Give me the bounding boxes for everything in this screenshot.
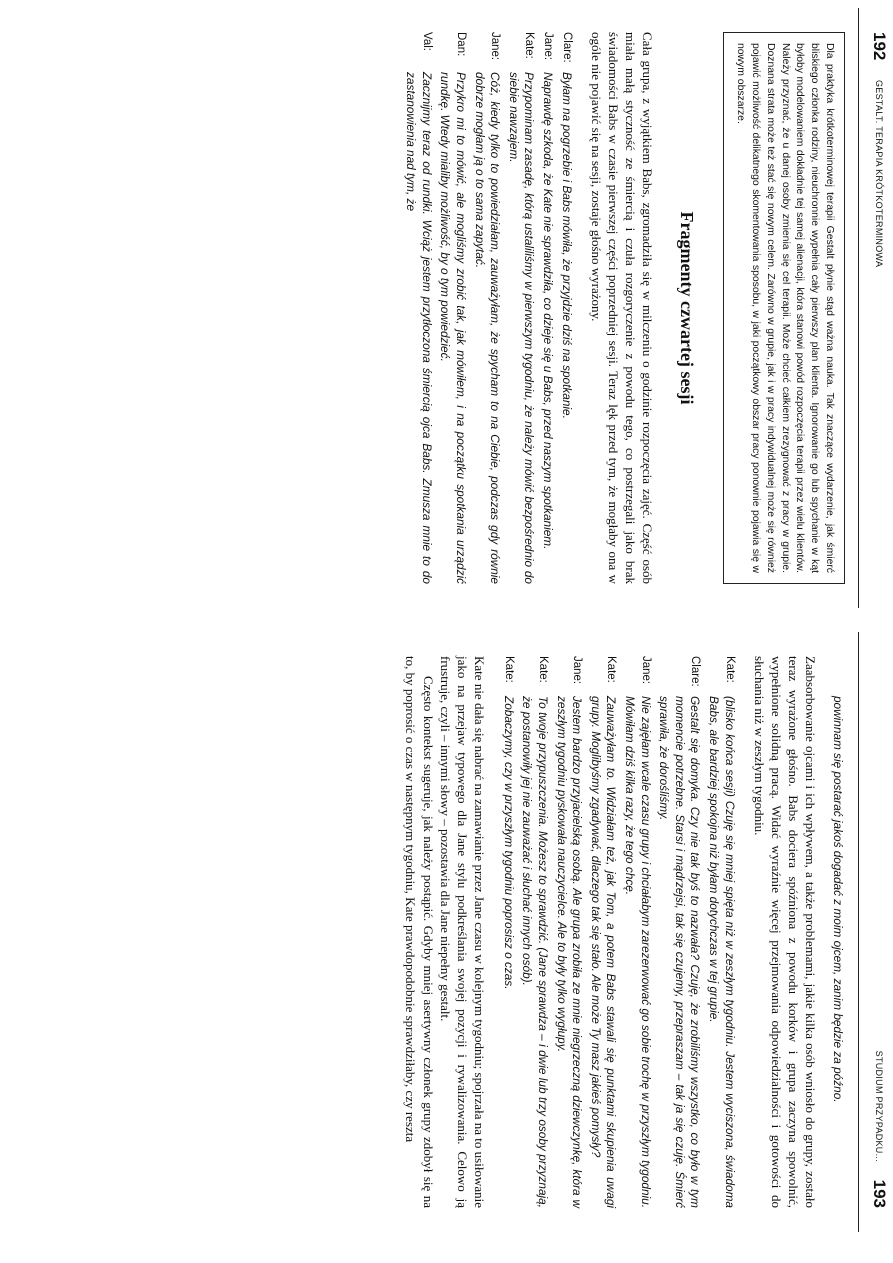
utterance: Gestalt się domyka. Czy nie tak byś to nazwała? Czuję, że zrobiliśmy wszystko, co było w tym momencie potrzebne. Starsi i mądrzejsi, tak się czujemy, przepraszam – tak ja się czuję. Śmierć sprawiła, że dorośliśmy. (657, 696, 703, 1208)
speaker: Kate: (502, 656, 515, 683)
running-header (858, 8, 893, 608)
running-title: GESTALT. TERAPIA KRÓTKOTERMINOWA (874, 80, 884, 268)
utterance: (blisko końca sesji) Czuję się mniej spięta niż w zeszłym tygodniu. Jestem wyciszona, świadoma Babs, ale bardziej spokojna niż byłam dotychczas w tej grupie. (707, 696, 737, 1208)
utterance: Przykro mi to mówić, ale mogliśmy zrobić tak, jak mówiłem, i na początku spotkania urządzić rundkę. Wtedy mialiby możliwość, by o tym powiedzieć. (438, 72, 469, 584)
speaker: Jane: (542, 32, 555, 61)
utterance: Nie zajęłam wcale czasu grupy i chciałabym zarezerwować go sobie trochę w przyszłym tygodniu. Mówiłam dziś kilka razy, że tego chcę. (623, 696, 653, 1208)
speaker: Clare: (689, 656, 702, 687)
page-number: 192 (870, 32, 889, 61)
dialogue-line (705, 656, 736, 1208)
dialogue-line (553, 656, 584, 1208)
dialogue-line (505, 32, 536, 584)
utterance: Cóż, kiedy tylko to powiedziałam, zauważyłam, że spycham to na Ciebie, podczas gdy równie dobrze mogłam ją o to sama zapytać. (472, 72, 503, 584)
dialogue-line (403, 32, 434, 584)
utterance: To twoje przypuszczenia. Możesz to sprawdzić. (Jane sprawdza – i dwie lub trzy osoby przyznają, że postanowiły jej nie zauważać i słuchać innych osób). (520, 696, 551, 1208)
speaker: Kate: (537, 656, 550, 683)
utterance: Przypominam zasadę, którą ustaliliśmy w pierwszym tygodniu, że należy mówić bezpośrednio do siebie nawzajem. (506, 72, 537, 584)
dialogue-line (539, 32, 555, 584)
utterance: Jestem bardzo przyjacielską osobą. Ale grupa zrobiła ze mnie niegrzeczną dziewczynkę, która w zeszłym tygodniu pyskowała nauczycielce. Ale to były tylko wygłupy. (554, 696, 585, 1208)
utterance: powinnam się postarać jakoś dogadać z moim ojcem, zanim będzie za późno. (831, 696, 845, 1103)
dialogue-line (437, 32, 468, 584)
speaker: Kate: (605, 656, 618, 683)
body-paragraph: Zaabsorbowanie ojcami i ich wpływem, a także problemami, jakie kilka osób wniosło do grupy, zostało teraz wyrażone głośno. Babs dociera spóźniona z powodu korków i grupa zaczyna spowolnić, wypełnione solidną pracą. Widać wyraźnie więcej przejmowania odpowiedzialności i gotowości do słuchania niż w zeszłym tygodniu. (751, 656, 819, 1208)
dialogue-line (558, 32, 574, 584)
page-192 (13, 8, 893, 608)
speaker: Kate: (523, 32, 536, 59)
utterance: Naprawdę szkoda, że Kate nie sprawdziła, co dzieje się u Babs, przed naszym spotkaniem. (541, 72, 556, 550)
speaker: Val: (420, 32, 433, 51)
dialogue-line (471, 32, 502, 584)
speaker: Kate: (723, 656, 736, 683)
dialogue-line (519, 656, 550, 1208)
utterance: Zacznijmy teraz od rundki. Wciąż jestem przytłoczona śmiercią ojca Babs. Zmusza mnie to do zastanowienia nad tym, że (404, 72, 434, 584)
speaker: Dan: (455, 32, 468, 57)
body-paragraph: Często kontekst sugeruje, jak należy postąpić. Gdyby mniej asertywny członek grupy zdobył się na to, by poprosić o czas w następnym tygodniu, Kate prawdopodobnie sprawdziłaby, czy reszta (403, 656, 436, 1208)
speaker: Jane: (571, 656, 584, 685)
running-title: STUDIUM PRZYPADKU... (874, 1050, 884, 1162)
body-paragraph: Cała grupa, z wyjątkiem Babs, zgromadziła się w milczeniu o godzinie rozpoczęcia zajęć. Część osób miała małą styczność ze śmiercią i czuła rozgoryczenie z powodu tego, co postrzegali jako brak świadomości Babs w czasie pierwszej części poprzedniej sesji. Teraz lęk przed tym, że mogłaby ona w ogóle nie pojawić się na sesji, zostaje głośno wyrażony. (588, 32, 656, 584)
utterance: Byłam na pogrzebie i Babs mówiła, że przyjdzie dziś na spotkanie. (559, 72, 574, 419)
dialogue-line (500, 656, 516, 1208)
page-193 (13, 632, 893, 1232)
page-content (13, 656, 845, 1208)
running-header (858, 632, 893, 1232)
boxed-note: Dla praktyka krótkoterminowej terapii Gestalt płynie stąd ważna nauka. Tak znaczące wydarzenie, jak śmierć bliskiego członka rodziny, nieuchronnie wypełnia cały pierwszy plan klienta. Ignorowanie go lub spychanie w kąt byłoby modelowaniem dokładnie tej samej alienacji, która stanowi powód rozpoczęcia terapii przez wielu klientów. Należy przyznać, że u danej osoby zmienia się cel terapii. Może chcieć całkiem zrezygnować z pracy w grupie. Doznana strata może też stać się nowym celem. Zarówno w grupie, jak i w pracy indywidualnej może się również pojawić możliwość delikatnego skomentowania sposobu, w jaki początkowy obszar pracy ponownie pojawia się w nowym obszarze. (723, 32, 845, 584)
page-content (13, 32, 845, 584)
page-number: 193 (870, 1179, 889, 1208)
speaker: Jane: (489, 32, 502, 61)
utterance: Zauważyłam to. Widziałam też, jak Tom, a potem Babs stawali się punktami skupienia uwagi grupy. Moglibyśmy zgadywać, dlaczego tak się stało. Ale może Ty masz jakieś pomysły? (588, 696, 619, 1208)
dialogue-line (587, 656, 618, 1208)
dialogue-continuation (829, 656, 845, 1208)
speaker: Clare: (560, 32, 573, 63)
body-paragraph: Kate nie dała się nabrać na zamawianie przez Jane czasu w kolejnym tygodniu; spojrzała na to usiłowanie jako na przejaw typowego dla Jane stylu podkreślania swojej pozycji i rywalizowania. Celowo ją frustruje, czyli – innymi słowy – pozostawia dla Jane niepełny gestalt. (437, 656, 488, 1208)
speaker: Jane: (639, 656, 652, 685)
utterance: Zobaczymy, czy w przyszłym tygodniu poprosisz o czas. (501, 696, 516, 990)
dialogue-line (656, 656, 703, 1208)
dialogue-line (621, 656, 652, 1208)
section-heading: Fragmenty czwartej sesji (677, 211, 698, 405)
